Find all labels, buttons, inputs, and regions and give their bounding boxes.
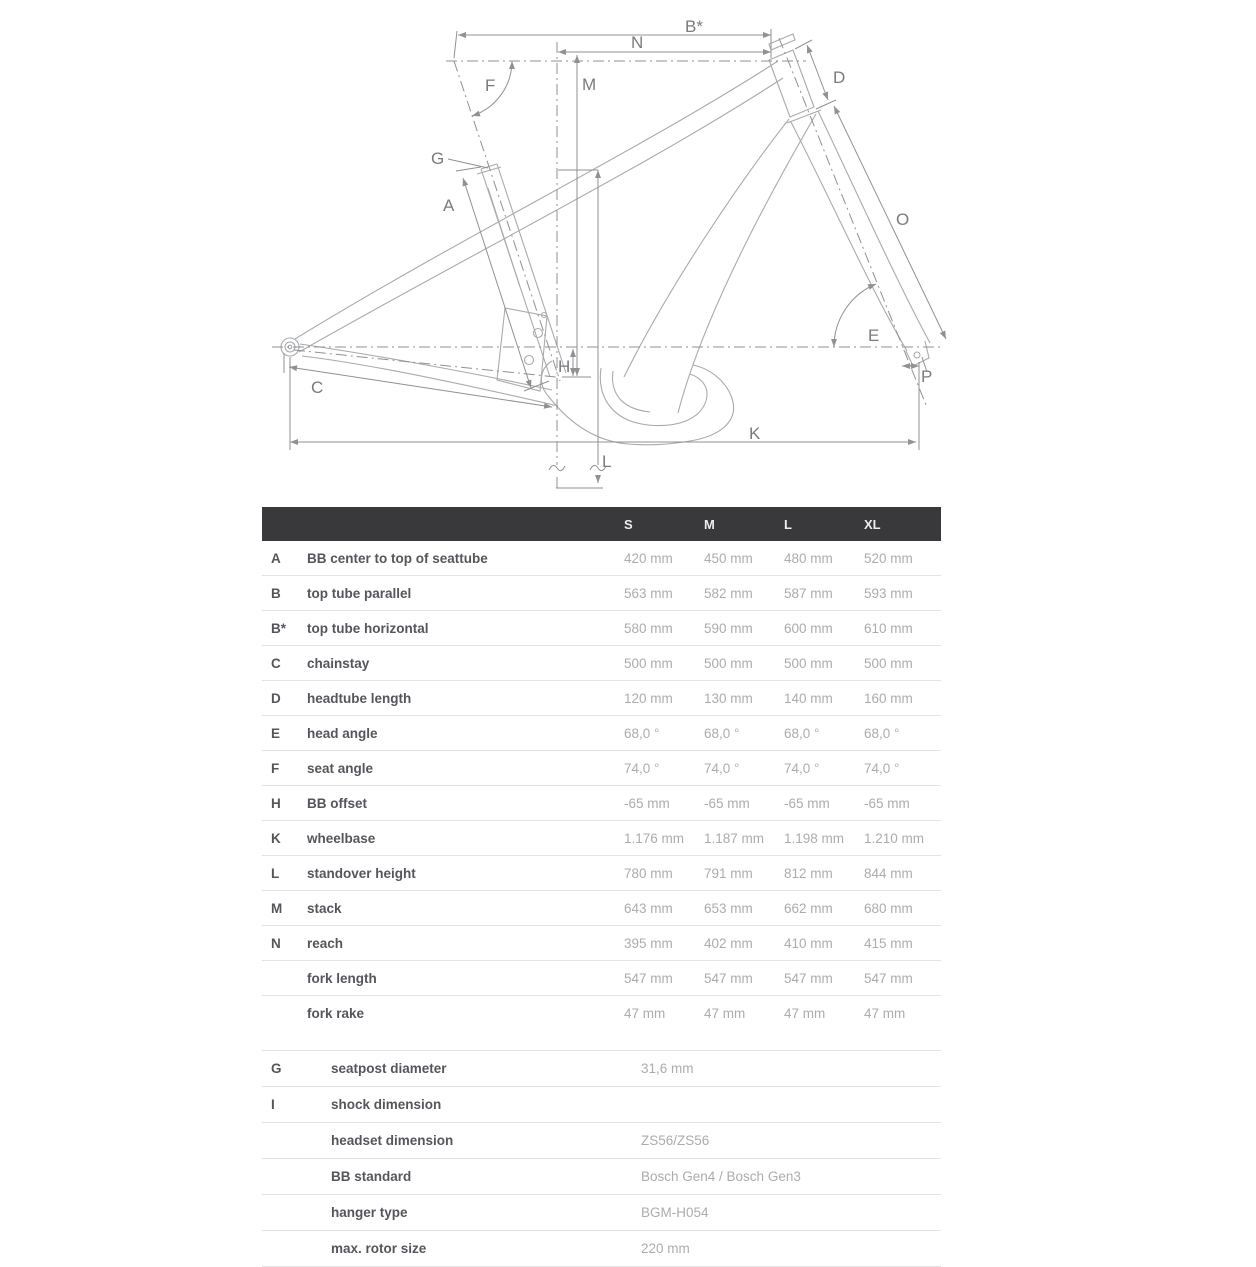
row-value-m: 74,0 °: [704, 760, 740, 776]
label-standover-height: L: [602, 452, 612, 471]
label-top-tube-horizontal: B*: [685, 17, 703, 36]
row-value-xl: 520 mm: [864, 550, 913, 566]
label-wheelbase: K: [749, 424, 761, 443]
row-value-m: 500 mm: [704, 655, 753, 671]
label-seat-angle: F: [485, 76, 496, 95]
label-chainstay: C: [311, 378, 324, 397]
row-value-s: 643 mm: [624, 900, 673, 916]
label-headtube-length: D: [833, 68, 846, 87]
row-label: top tube horizontal: [307, 620, 429, 636]
spec-label: BB standard: [331, 1169, 412, 1184]
spec-row: [262, 1159, 941, 1195]
row-value-m: 130 mm: [704, 690, 753, 706]
label-bb-offset: H: [558, 357, 571, 376]
size-header-s: S: [624, 516, 633, 532]
row-value-s: 74,0 °: [624, 760, 660, 776]
row-value-s: 500 mm: [624, 655, 673, 671]
table-row: [262, 961, 941, 996]
spec-value: Bosch Gen4 / Bosch Gen3: [641, 1169, 801, 1184]
row-letter: B*: [271, 620, 287, 636]
spec-value: BGM-H054: [641, 1205, 709, 1220]
fork-right-edge: [818, 111, 930, 343]
spec-value: 31,6 mm: [641, 1061, 694, 1076]
label-fork-length: O: [896, 210, 910, 229]
chain-stay-lower-edge: [302, 356, 558, 406]
label-fork-rake: P: [921, 367, 933, 386]
label-reach: N: [631, 33, 644, 52]
label-head-angle: E: [868, 326, 880, 345]
spec-value: ZS56/ZS56: [641, 1133, 710, 1148]
geometry-table-body: [262, 541, 941, 1030]
row-label: stack: [307, 900, 342, 916]
row-label: BB offset: [307, 795, 367, 811]
spec-label: max. rotor size: [331, 1241, 427, 1256]
row-label: top tube parallel: [307, 585, 412, 601]
row-value-xl: -65 mm: [864, 795, 910, 811]
headset-spacer: [769, 34, 795, 50]
spec-label: headset dimension: [331, 1133, 454, 1148]
row-value-l: 587 mm: [784, 585, 833, 601]
table-row: [262, 716, 941, 751]
dim-fork-length: [834, 106, 946, 339]
table-row: [262, 611, 941, 646]
row-value-xl: 593 mm: [864, 585, 913, 601]
motor-hook-outline: [600, 368, 707, 426]
row-value-l: 140 mm: [784, 690, 833, 706]
row-value-xl: 74,0 °: [864, 760, 900, 776]
table-row: [262, 751, 941, 786]
spec-label: hanger type: [331, 1205, 408, 1220]
spec-label: seatpost diameter: [331, 1061, 447, 1076]
geometry-table: [262, 507, 941, 1267]
label-stack: M: [582, 75, 597, 94]
row-value-xl: 1.210 mm: [864, 830, 925, 846]
table-row: [262, 821, 941, 856]
row-value-m: 47 mm: [704, 1005, 746, 1021]
row-value-s: 547 mm: [624, 970, 673, 986]
table-row: [262, 786, 941, 821]
dim-headtube: [807, 45, 828, 100]
row-value-s: 68,0 °: [624, 725, 660, 741]
seatpost-leader-line: [448, 159, 488, 168]
table-row: [262, 646, 941, 681]
row-value-s: 580 mm: [624, 620, 673, 636]
size-header-row: [262, 507, 941, 541]
dim-headtube-tick-top: [795, 40, 812, 49]
row-letter: F: [271, 760, 280, 776]
table-row: [262, 996, 941, 1030]
size-header-l: L: [784, 516, 792, 532]
seat-tube-inner-line: [488, 188, 520, 287]
row-value-s: 120 mm: [624, 690, 673, 706]
row-value-m: 590 mm: [704, 620, 753, 636]
row-value-m: 1.187 mm: [704, 830, 765, 846]
row-label: seat angle: [307, 760, 374, 776]
row-value-m: 547 mm: [704, 970, 753, 986]
row-value-xl: 844 mm: [864, 865, 913, 881]
break-mark-left: [549, 465, 565, 470]
head-tube: [769, 50, 814, 117]
table-row: [262, 681, 941, 716]
motor-hook-inner: [613, 371, 650, 412]
spec-letter: I: [271, 1097, 275, 1112]
dim-headtube-tick-bottom: [816, 100, 836, 109]
row-label: fork rake: [307, 1005, 365, 1021]
row-label: chainstay: [307, 655, 370, 671]
row-letter: D: [271, 690, 281, 706]
dim-seattube-tick-top: [456, 167, 481, 171]
top-tube-upper-edge: [295, 61, 778, 339]
label-seattube-length: A: [443, 196, 455, 215]
row-value-l: 547 mm: [784, 970, 833, 986]
row-value-s: 420 mm: [624, 550, 673, 566]
size-header-xl: XL: [864, 516, 881, 532]
row-value-xl: 680 mm: [864, 900, 913, 916]
spec-row: [262, 1087, 941, 1123]
front-axle: [914, 352, 920, 358]
row-letter: E: [271, 725, 281, 741]
seat-tube-right-edge: [497, 164, 566, 373]
row-value-s: 780 mm: [624, 865, 673, 881]
row-value-l: 74,0 °: [784, 760, 820, 776]
table-row: [262, 926, 941, 961]
row-value-s: 563 mm: [624, 585, 673, 601]
row-value-xl: 47 mm: [864, 1005, 906, 1021]
table-row: [262, 856, 941, 891]
row-label: head angle: [307, 725, 378, 741]
row-label: headtube length: [307, 690, 412, 706]
row-label: fork length: [307, 970, 377, 986]
row-label: wheelbase: [307, 830, 376, 846]
down-tube-right-edge: [678, 114, 816, 413]
spec-row: [262, 1123, 941, 1159]
top-tube-lower-edge: [299, 78, 783, 352]
row-value-xl: 500 mm: [864, 655, 913, 671]
row-letter: A: [271, 550, 281, 566]
spec-row: [262, 1051, 941, 1087]
gusset-bolt-lower: [525, 356, 534, 365]
row-letter: K: [271, 830, 281, 846]
row-value-l: 600 mm: [784, 620, 833, 636]
dimension-lines: [272, 29, 946, 488]
row-value-s: -65 mm: [624, 795, 670, 811]
spec-value: 220 mm: [641, 1241, 690, 1256]
row-value-m: -65 mm: [704, 795, 750, 811]
component-specs-table: [262, 1050, 941, 1267]
dim-seattube-tick-bottom: [524, 381, 549, 391]
row-value-l: -65 mm: [784, 795, 830, 811]
row-label: standover height: [307, 865, 416, 881]
down-tube-left-edge: [624, 119, 789, 377]
row-value-xl: 415 mm: [864, 935, 913, 951]
fork-left-edge: [791, 122, 910, 351]
table-row: [262, 891, 941, 926]
row-value-l: 480 mm: [784, 550, 833, 566]
row-value-s: 47 mm: [624, 1005, 666, 1021]
row-value-l: 812 mm: [784, 865, 833, 881]
row-value-l: 410 mm: [784, 935, 833, 951]
spec-label: shock dimension: [331, 1097, 442, 1112]
bike-frame-drawing: [281, 34, 933, 445]
row-value-m: 68,0 °: [704, 725, 740, 741]
table-row: [262, 541, 941, 576]
label-seatpost-diameter: G: [431, 149, 445, 168]
row-label: reach: [307, 935, 344, 951]
row-value-xl: 160 mm: [864, 690, 913, 706]
size-header-m: M: [704, 516, 715, 532]
table-row: [262, 576, 941, 611]
row-letter: B: [271, 585, 281, 601]
spec-letter: G: [271, 1061, 282, 1076]
row-label: BB center to top of seattube: [307, 550, 488, 566]
row-letter: N: [271, 935, 281, 951]
spec-row: [262, 1231, 941, 1267]
frame-geometry-diagram: [0, 0, 1256, 507]
row-letter: L: [271, 865, 280, 881]
row-letter: C: [271, 655, 281, 671]
row-value-m: 402 mm: [704, 935, 753, 951]
row-value-l: 1.198 mm: [784, 830, 845, 846]
row-value-m: 791 mm: [704, 865, 753, 881]
row-value-xl: 68,0 °: [864, 725, 900, 741]
row-value-l: 500 mm: [784, 655, 833, 671]
chain-stay-upper-edge: [300, 344, 552, 390]
row-letter: M: [271, 900, 283, 916]
row-value-m: 653 mm: [704, 900, 753, 916]
row-value-xl: 610 mm: [864, 620, 913, 636]
row-value-l: 68,0 °: [784, 725, 820, 741]
seat-tube-axis: [454, 61, 560, 381]
dimension-labels: [311, 17, 932, 471]
fork-dropout: [906, 341, 929, 366]
row-value-s: 395 mm: [624, 935, 673, 951]
row-value-s: 1.176 mm: [624, 830, 685, 846]
row-value-xl: 547 mm: [864, 970, 913, 986]
row-value-l: 662 mm: [784, 900, 833, 916]
row-letter: H: [271, 795, 281, 811]
row-value-m: 582 mm: [704, 585, 753, 601]
dim-top-tube-ext-left: [454, 31, 457, 58]
row-value-m: 450 mm: [704, 550, 753, 566]
row-value-l: 47 mm: [784, 1005, 826, 1021]
chainstay-axis: [294, 350, 556, 377]
spec-row: [262, 1195, 941, 1231]
